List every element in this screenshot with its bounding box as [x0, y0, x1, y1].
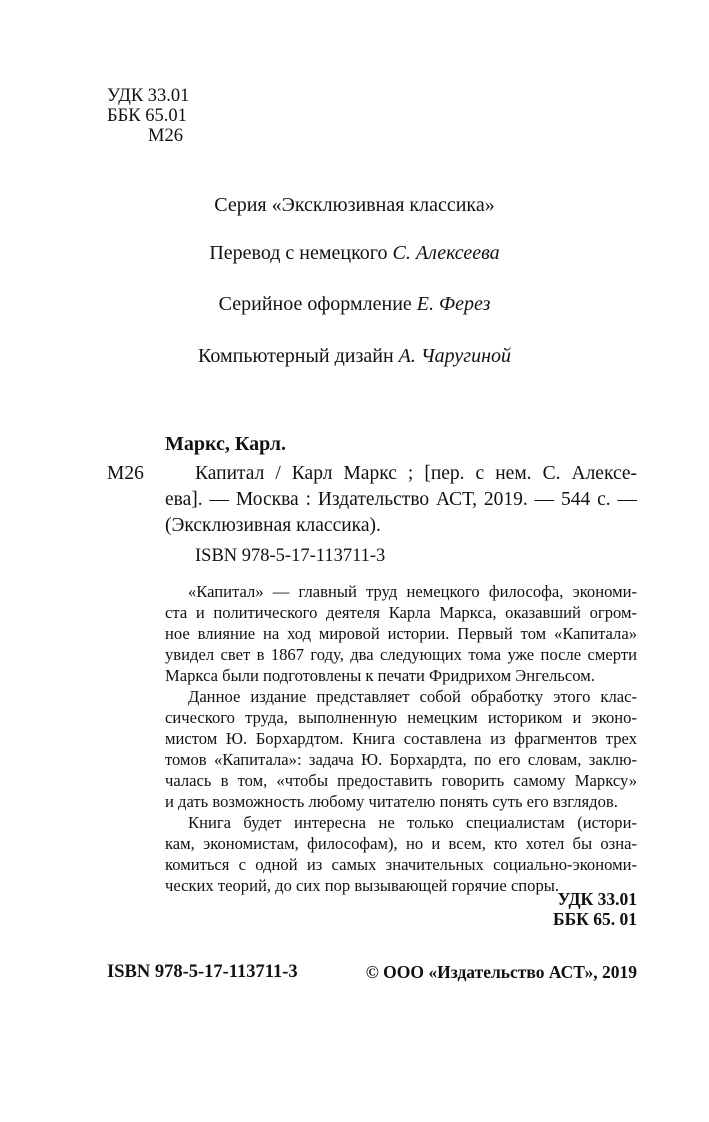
author-mark-code: М26 [148, 126, 183, 146]
translation-label: Перевод с немецкого [209, 242, 393, 264]
udk-code: УДК 33.01 [107, 86, 190, 106]
annotation-line: ческих теорий, до сих пор вызывающей горячие споры. [165, 876, 560, 895]
annotation-line: чалась в том, «чтобы предоставить говорить самому Марксу» [165, 771, 637, 790]
bottom-bbk-code: ББК 65. 01 [553, 909, 637, 929]
bottom-udk-code: УДК 33.01 [557, 889, 637, 909]
translation-line [0, 240, 709, 266]
computer-design-label: Компьютерный дизайн [198, 345, 399, 367]
annotation-line: кам, экономистам, философам), но и всем, кто хотел бы озна- [165, 834, 637, 853]
design-label: Серийное оформление [218, 293, 417, 315]
bibliographic-line: (Эксклюзивная классика). [165, 515, 381, 536]
annotation-line: увидел свет в 1867 году, два следующих тома уже после смерти [165, 645, 637, 664]
author-mark: М26 [107, 463, 144, 484]
annotation-line: ное влияние на ход мировой истории. Первый том «Капитала» [165, 624, 637, 643]
computer-design-line [0, 343, 709, 369]
annotation-line: томов «Капитала»: задача Ю. Борхардта, по его словам, заклю- [165, 750, 637, 769]
design-line [0, 291, 709, 317]
bibliographic-line: Капитал / Карл Маркс ; [пер. с нем. С. Алексе- [195, 463, 637, 484]
footer-isbn: ISBN 978-5-17-113711-3 [107, 962, 298, 982]
bbk-code: ББК 65.01 [107, 106, 187, 126]
designer-name: Е. Ферез [416, 293, 491, 315]
translator-name: С. Алексеева [392, 242, 500, 264]
annotation-line: Данное издание представляет собой обработку этого клас- [188, 687, 637, 706]
annotation-line: Маркса были подготовлены к печати Фридрихом Энгельсом. [165, 666, 595, 685]
annotation-line: комиться с одной из самых значительных социально-экономи- [165, 855, 637, 874]
computer-designer-name: А. Чаругиной [398, 345, 511, 367]
copyright: © ООО «Издательство АСТ», 2019 [365, 962, 637, 982]
annotation-line: Книга будет интересна не только специалистам (истори- [188, 813, 637, 832]
annotation-line: «Капитал» — главный труд немецкого философа, экономи- [188, 582, 637, 601]
annotation-line: мистом Ю. Борхардтом. Книга составлена из фрагментов трех [165, 729, 637, 748]
series-line: Серия «Эксклюзивная классика» [214, 194, 495, 216]
annotation-line: сического труда, выполненную немецким историком и эконо- [165, 708, 637, 727]
author-heading: Маркс, Карл. [165, 433, 286, 455]
isbn-line: ISBN 978-5-17-113711-3 [195, 546, 386, 566]
annotation-line: и дать возможность любому читателю понять суть его взглядов. [165, 792, 618, 811]
annotation-line: ста и политического деятеля Карла Маркса, оказавший огром- [165, 603, 637, 622]
bibliographic-line: ева]. — Москва : Издательство АСТ, 2019. — 544 с. — [165, 489, 637, 510]
